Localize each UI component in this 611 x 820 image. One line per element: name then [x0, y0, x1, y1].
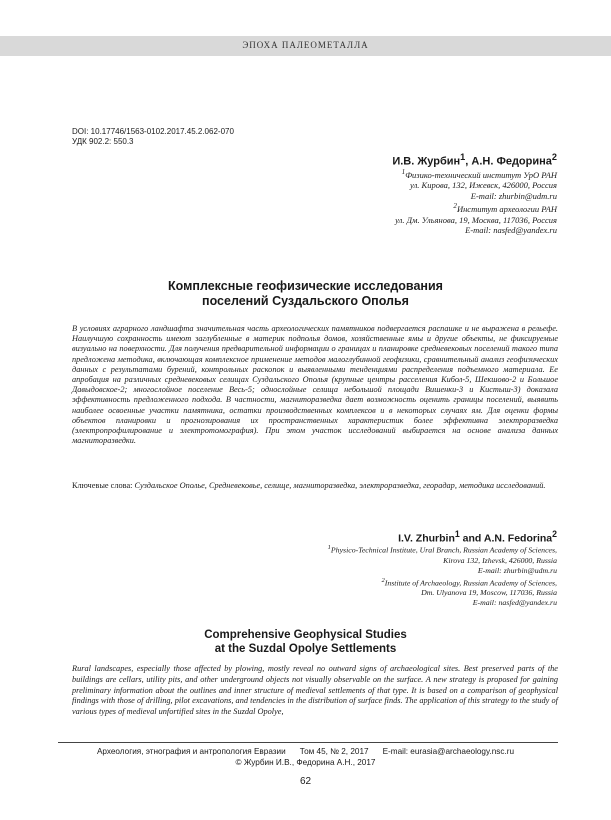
page-number: 62	[299, 776, 312, 787]
aff-en-1-name: Physico-Technical Institute, Ural Branch, Russian Academy of Sciences,	[330, 545, 557, 555]
title-ru-line2: поселений Суздальского Ополья	[202, 294, 409, 308]
udc: УДК 902.2: 550.3	[72, 137, 134, 146]
aff-ru-2-addr: ул. Дм. Ульянова, 19, Москва, 117036, Россия	[395, 214, 557, 225]
author-ru-1-sup: 1	[460, 152, 466, 162]
doi-block	[72, 127, 234, 147]
aff-en-2-sup: 2	[381, 576, 385, 584]
footer-copyright: © Журбин И.В., Федорина А.Н., 2017	[235, 758, 376, 767]
author-en-1-sup: 1	[454, 529, 460, 539]
aff-en-1-email: E-mail: zhurbin@udm.ru	[477, 565, 557, 575]
footer-journal: Археология, этнография и антропология Евразии	[96, 747, 286, 756]
keywords-label: Ключевые слова:	[72, 481, 135, 490]
section-header: ЭПОХА ПАЛЕОМЕТАЛЛА	[242, 40, 369, 50]
author-ru-2-sup: 2	[551, 152, 557, 162]
author-ru-1: И.В. Журбин	[392, 155, 461, 168]
affiliations-en	[328, 543, 557, 608]
author-en-sep: and	[459, 532, 484, 545]
author-ru-sep: ,	[465, 155, 472, 168]
author-en-2: A.N. Fedorina	[483, 532, 553, 545]
aff-en-1-addr: Kirova 132, Izhevsk, 426000, Russia	[443, 555, 557, 565]
author-ru-2: А.Н. Федорина	[471, 155, 552, 168]
keywords-text: Суздальское Ополье, Средневековье, селище, магниторазведка, электроразведка, георадар, методика исследований.	[134, 481, 546, 490]
title-ru-line1: Комплексные геофизические исследования	[168, 279, 443, 293]
footer-email: E-mail: eurasia@archaeology.nsc.ru	[382, 747, 515, 756]
author-en-2-sup: 2	[552, 529, 557, 539]
aff-en-2-name: Institute of Archaeology, Russian Academy of Sciences,	[384, 578, 557, 588]
affiliations-ru	[395, 167, 557, 236]
aff-ru-2-sup: 2	[453, 202, 457, 211]
title-en-line1: Comprehensive Geophysical Studies	[204, 629, 407, 641]
authors-ru	[392, 152, 557, 168]
abstract-ru	[72, 324, 558, 446]
footer-rule	[58, 742, 558, 743]
aff-en-2-addr: Dm. Ulyanova 19, Moscow, 117036, Russia	[421, 588, 557, 598]
aff-ru-1-sup: 1	[401, 168, 406, 176]
aff-en-1-sup: 1	[327, 544, 331, 551]
aff-ru-1-name: Физико-технический институт УрО РАН	[405, 169, 557, 180]
aff-en-2-email: E-mail: nasfed@yandex.ru	[472, 598, 557, 608]
keywords-ru	[72, 481, 558, 491]
aff-ru-1-addr: ул. Кирова, 132, Ижевск, 426000, Россия	[410, 180, 557, 191]
title-en-line2: at the Suzdal Opolye Settlements	[214, 643, 397, 655]
aff-ru-2-email: E-mail: nasfed@yandex.ru	[465, 225, 557, 236]
footer-volume: Том 45, № 2, 2017	[299, 747, 369, 756]
title-ru	[0, 279, 611, 309]
abstract-en-text: Rural landscapes, especially those affected by plowing, mostly reveal no outward signs of archaeological sites. Best preserved parts of the buildings are cellars, utility pits, and other underground objects not visually observable on the surface. A new strategy is proposed for gaining preliminary information about the outlines and inner structure of medieval settlements of that type. It is based on a comparison of geophysical findings with those of drilling, pilot excavations, and tendencies in the distribution of surface finds. The application of this strategy to the study of various types of medieval unfortified sites in the Suzdal Opolye,	[72, 664, 558, 717]
aff-ru-1-email: E-mail: zhurbin@udm.ru	[470, 190, 557, 201]
title-en	[0, 628, 611, 656]
aff-ru-2-name: Институт археологии РАН	[456, 204, 557, 215]
abstract-en	[72, 664, 558, 718]
doi: DOI: 10.17746/1563-0102.2017.45.2.062-070	[72, 127, 234, 136]
footer	[0, 746, 611, 768]
author-en-1: I.V. Zhurbin	[398, 532, 455, 545]
abstract-ru-text: В условиях аграрного ландшафта значительная часть археологических памятников подвергается распашке и не выражена в рельефе. Наилучшую сохранность имеют заглубленные в материк подполья домов, хозяйственные ямы и другие объекты, не фиксируемые визуально на поверхности. Для получения предварительной информации о границах и планировке средневековых поселений такого типа предложена методика, включающая комплексное применение методов малоглубинной геофизики, сравнительный анализ геофизических данных с результатами бурений, контрольных раскопок и выявленными тенденциями распределения подъемного материала. Ее апробация на различных средневековых селищах Суздальского Ополья (крупные центры расселения Кибол-5, Шекшово-2 и Большое Давыдовское-2; многослойное поселение Весь-5; однослойные селища небольшой площади Вишенки-3 и Кистыш-3) доказала эффективность предложенного подхода. В частности, магниторазведка дает возможность оценить границы поселений, выявить наиболее освоенные участки памятника, остатки производственных комплексов и в некоторых случаях ям. Для оценки формы объектов планировки и прогнозирования их пространственных характеристик более эффективна электроразведка (электропрофилирование и электротомография). При этом участок исследований выбирается на основе анализа данных магниторазведки.	[72, 324, 558, 446]
